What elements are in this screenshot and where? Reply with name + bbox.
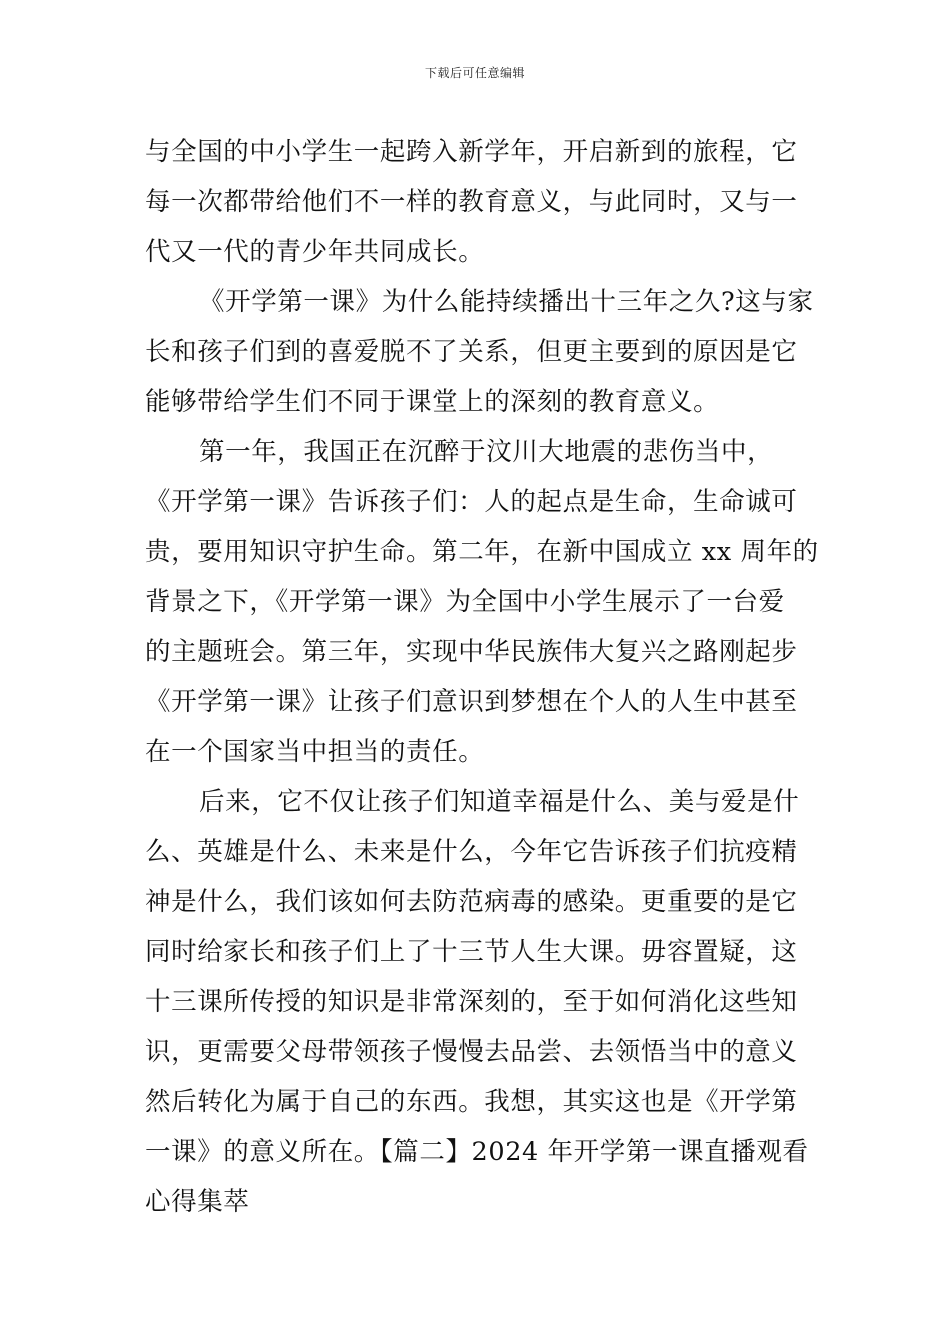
- text-line: 一课》的意义所在。【篇二】2024 年开学第一课直播观看: [145, 1137, 809, 1167]
- paragraph-start-line: 第一年，我国正在沉醉于汶川大地震的悲伤当中，: [199, 437, 774, 467]
- text-line: 的主题班会。第三年，实现中华民族伟大复兴之路刚起步: [145, 637, 798, 667]
- download-note: 下载后可任意编辑: [424, 66, 525, 80]
- text-line: 识，更需要父母带领孩子慢慢去品尝、去领悟当中的意义: [145, 1037, 798, 1067]
- text-line: 神是什么，我们该如何去防范病毒的感染。更重要的是它: [145, 887, 798, 917]
- article-body: [145, 127, 819, 1227]
- text-line: 《开学第一课》告诉孩子们：人的起点是生命，生命诚可: [145, 487, 798, 517]
- text-line: 十三课所传授的知识是非常深刻的，至于如何消化这些知: [145, 987, 798, 1017]
- text-line: 长和孩子们到的喜爱脱不了关系，但更主要到的原因是它: [145, 337, 798, 367]
- text-line: 然后转化为属于自己的东西。我想，其实这也是《开学第: [145, 1087, 798, 1117]
- text-line: 么、英雄是什么、未来是什么，今年它告诉孩子们抗疫精: [145, 837, 798, 867]
- text-line: 贵，要用知识守护生命。第二年，在新中国成立 xx 周年的: [145, 537, 819, 567]
- text-line: 与全国的中小学生一起跨入新学年，开启新到的旅程，它: [145, 137, 798, 167]
- text-line: 《开学第一课》让孩子们意识到梦想在个人的人生中甚至: [145, 687, 798, 717]
- text-line: 背景之下，《开学第一课》为全国中小学生展示了一台爱: [145, 587, 785, 617]
- text-line: 每一次都带给他们不一样的教育意义，与此同时，又与一: [145, 187, 798, 217]
- paragraph-start-line: 后来，它不仅让孩子们知道幸福是什么、美与爱是什: [199, 787, 800, 817]
- text-line: 同时给家长和孩子们上了十三节人生大课。毋容置疑，这: [145, 937, 798, 967]
- text-line: 心得集萃: [145, 1187, 250, 1217]
- text-line: 在一个国家当中担当的责任。: [145, 737, 485, 767]
- text-line: 代又一代的青少年共同成长。: [145, 237, 485, 267]
- text-line: 能够带给学生们不同于课堂上的深刻的教育意义。: [145, 387, 720, 417]
- paragraph-start-line: 《开学第一课》为什么能持续播出十三年之久?这与家: [199, 287, 814, 317]
